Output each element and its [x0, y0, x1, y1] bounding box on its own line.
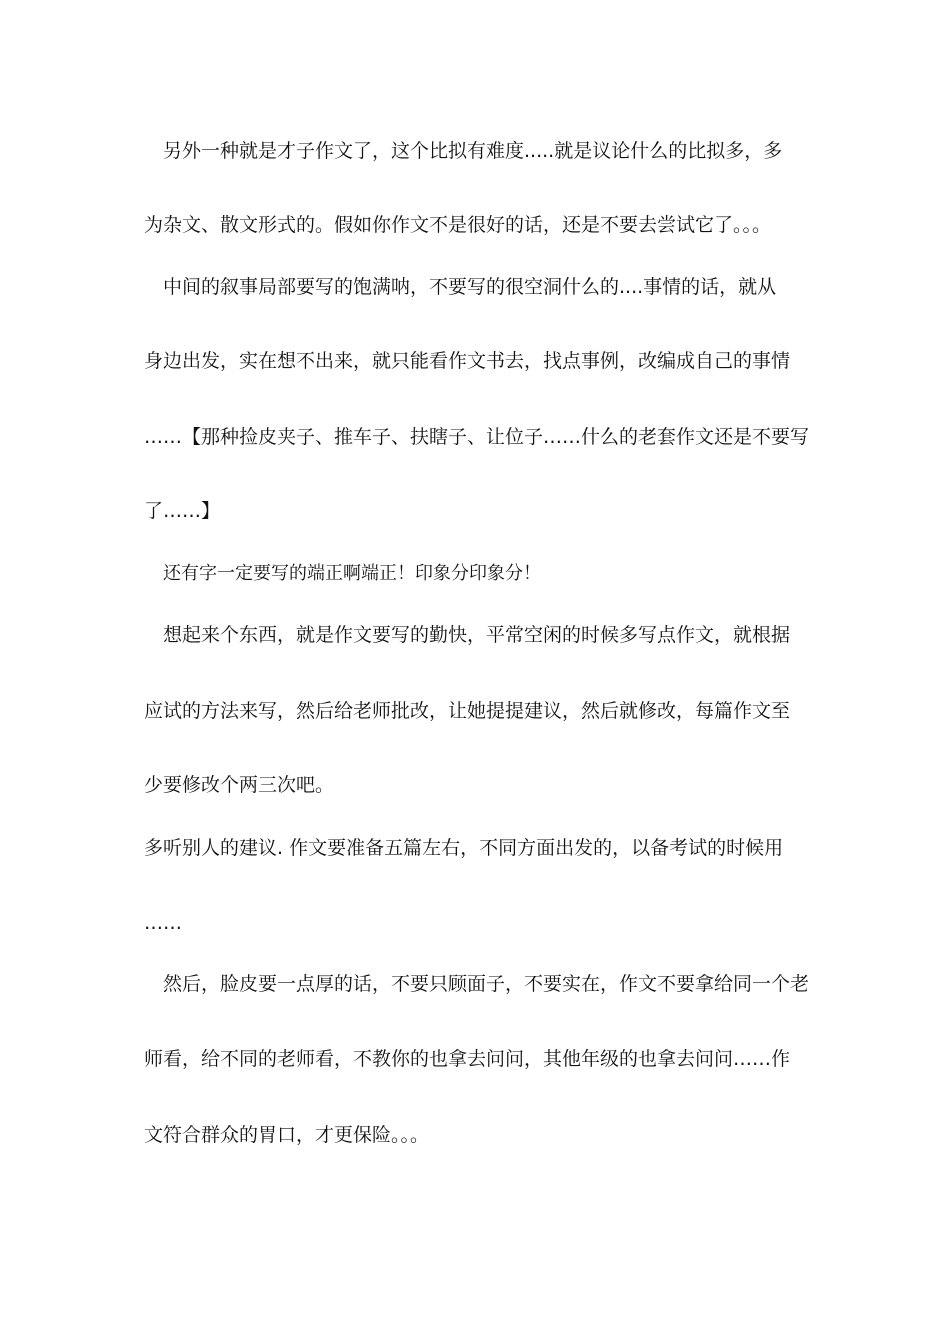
text-line-4: 身边出发，实在想不出来，就只能看作文书去，找点事例，改编成自己的事情	[144, 350, 791, 372]
text-line-7: 还有字一定要写的端正啊端正！印象分印象分！	[163, 563, 541, 584]
text-line-11: 多听别人的建议. 作文要准备五篇左右，不同方面出发的，以备考试的时候用	[144, 837, 784, 859]
text-line-9: 应试的方法来写，然后给老师批改，让她提提建议，然后就修改，每篇作文至	[144, 700, 791, 722]
text-line-14: 师看，给不同的老师看，不教你的也拿去问问，其他年级的也拿去问问……作	[144, 1048, 791, 1070]
text-line-6: 了……】	[144, 500, 221, 522]
text-line-12: ……	[144, 912, 182, 934]
text-line-2: 为杂文、散文形式的。假如你作文不是很好的话，还是不要去尝试它了。。。	[144, 214, 772, 236]
text-line-8: 想起来个东西，就是作文要写的勤快，平常空闲的时候多写点作文，就根据	[163, 624, 791, 646]
text-line-5: ……【那种捡皮夹子、推车子、扶瞎子、让位子……什么的老套作文还是不要写	[144, 426, 810, 448]
text-line-1: 另外一种就是才子作文了，这个比拟有难度.....就是议论什么的比拟多，多	[163, 140, 783, 162]
text-line-15: 文符合群众的胃口，才更保险。。。	[144, 1124, 430, 1146]
text-line-3: 中间的叙事局部要写的饱满呐，不要写的很空洞什么的....事情的话，就从	[163, 276, 777, 298]
text-line-13: 然后，脸皮要一点厚的话，不要只顾面子，不要实在，作文不要拿给同一个老	[163, 973, 810, 995]
text-line-10: 少要修改个两三次吧。	[144, 774, 335, 796]
